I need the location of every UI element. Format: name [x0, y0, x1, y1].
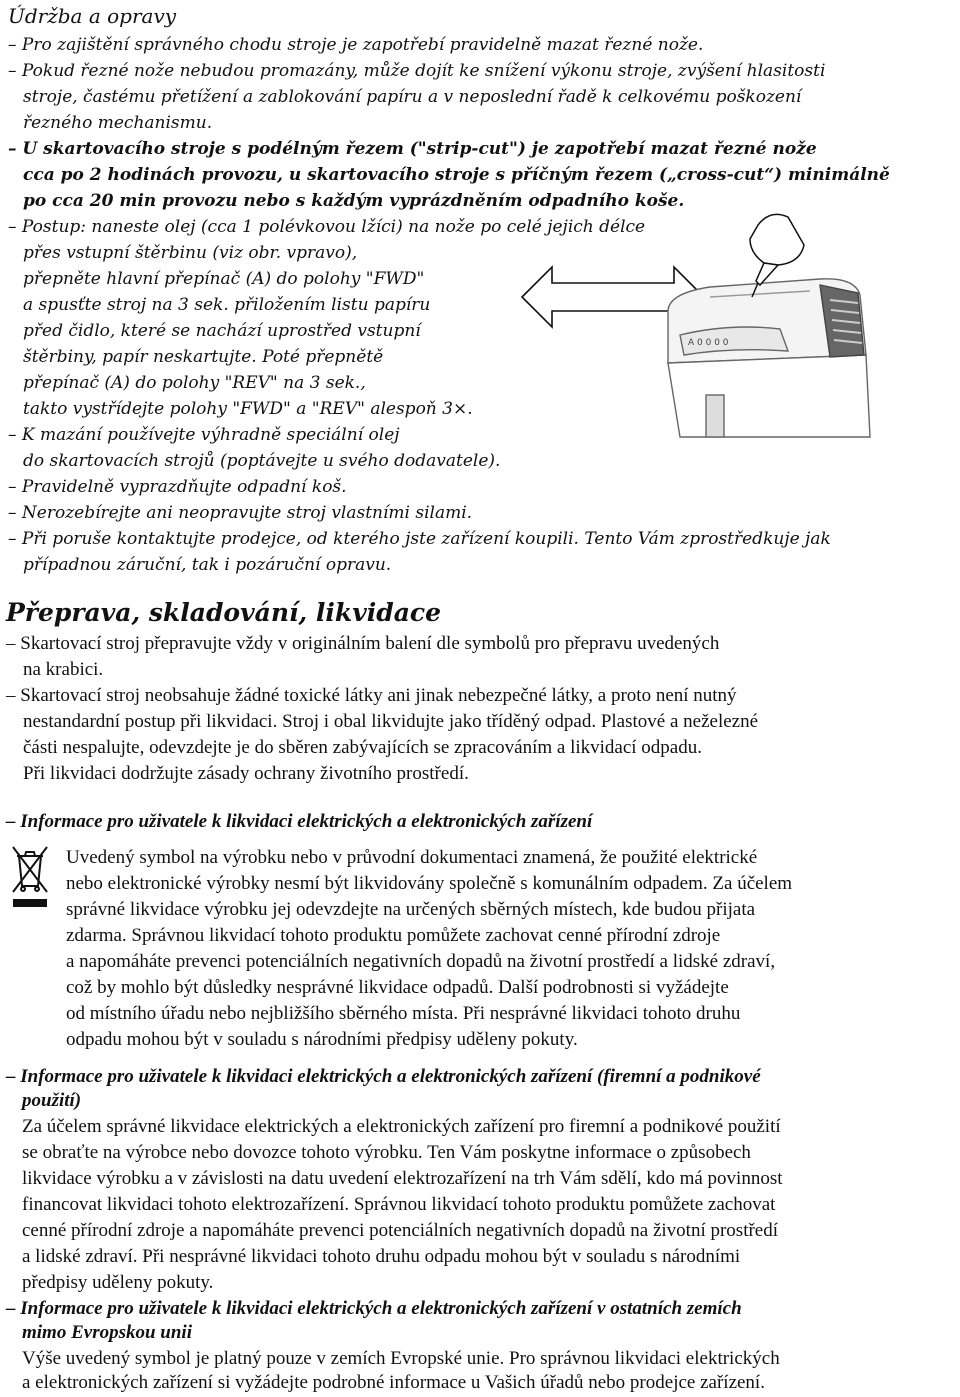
text-line: – Při poruše kontaktujte prodejce, od kterého jste zařízení koupili. Tento Vám zprostředkuje jak: [8, 529, 831, 549]
text-line: správné likvidace výrobku jej odevzdejte na určených sběrných místech, kde budou přijata: [66, 899, 756, 920]
text-line: řezného mechanismu.: [23, 113, 213, 133]
text-line: do skartovacích strojů (poptávejte u svého dodavatele).: [23, 451, 501, 471]
text-line: odpadu mohou být v souladu s národními předpisy uděleny pokuty.: [66, 1029, 578, 1050]
text-line: přepínač (A) do polohy "REV" na 3 sek.,: [23, 373, 366, 393]
text-line: – Skartovací stroj přepravujte vždy v originálním balení dle symbolů pro přepravu uvedených: [6, 633, 720, 654]
text-line: po cca 20 min provozu nebo s každým vyprázdněním odpadního koše.: [23, 191, 685, 211]
nonEU-heading-cont: mimo Evropskou unii: [22, 1322, 192, 1343]
text-line: štěrbiny, papír neskartujte. Poté přepnětě: [23, 347, 384, 367]
nonEU-heading: – Informace pro uživatele k likvidaci elektrických a elektronických zařízení v ostatních zemích: [6, 1298, 742, 1319]
text-line: na krabici.: [23, 659, 104, 680]
text-line: Za účelem správné likvidace elektrických a elektronických zařízení pro firemní a podnikové použití: [22, 1116, 781, 1137]
text-line: stroje, častému přetížení a zablokování papíru a v neposlední řadě k celkovému poškození: [23, 87, 802, 107]
text-line: takto vystřídejte polohy "FWD" a "REV" alespoň 3×.: [23, 399, 473, 419]
text-line: předpisy uděleny pokuty.: [22, 1272, 214, 1293]
text-line: – Pro zajištění správného chodu stroje je zapotřebí pravidelně mazat řezné nože.: [8, 35, 704, 55]
text-line: se obraťte na výrobce nebo dovozce tohoto výrobku. Ten Vám poskytne informace o způsobech: [22, 1142, 751, 1163]
business-heading: – Informace pro uživatele k likvidaci elektrických a elektronických zařízení (firemní a podnikové: [6, 1066, 761, 1087]
text-line: – Nerozebírejte ani neopravujte stroj vlastními silami.: [8, 503, 473, 523]
shredder-oiling-illustration: [520, 205, 900, 440]
text-line: zdarma. Správnou likvidací tohoto produktu pomůžete zachovat cenné přírodní zdroje: [66, 925, 721, 946]
text-line: přepněte hlavní přepínač (A) do polohy "FWD": [23, 269, 425, 289]
text-line: – Pravidelně vyprazdňujte odpadní koš.: [8, 477, 347, 497]
weee-bin-icon: [10, 842, 50, 912]
text-line: a lidské zdraví. Při nesprávné likvidaci tohoto druhu odpadu mohou být v souladu s národními: [22, 1246, 741, 1267]
text-line: nebo elektronické výrobky nesmí být likvidovány společně s komunálním odpadem. Za účelem: [66, 873, 793, 894]
text-line: Při likvidaci dodržujte zásady ochrany životního prostředí.: [23, 763, 469, 784]
text-line: od místního úřadu nebo nejbližšího sběrného místa. Při nesprávné likvidaci tohoto druhu: [66, 1003, 741, 1024]
text-line: Výše uvedený symbol je platný pouze v zemích Evropské unie. Pro správnou likvidaci elektrických: [22, 1348, 780, 1369]
text-line: – Postup: naneste olej (cca 1 polévkovou lžíci) na nože po celé jejich délce: [8, 217, 646, 237]
panel-label: A 0 0 0 0: [688, 338, 729, 348]
text-line: cenné přírodní zdroje a napomáháte prevenci potenciálních negativních dopadů na životní prostředí: [22, 1220, 779, 1241]
text-line: – K mazání používejte výhradně speciální olej: [8, 425, 400, 445]
weee-heading: – Informace pro uživatele k likvidaci elektrických a elektronických zařízení: [6, 811, 593, 832]
text-line: – Pokud řezné nože nebudou promazány, může dojít ke snížení výkonu stroje, zvýšení hlasitosti: [8, 61, 826, 81]
text-line: financovat likvidaci tohoto elektrozařízení. Správnou likvidací tohoto produktu pomůžete zachovat: [22, 1194, 776, 1215]
text-line: cca po 2 hodinách provozu, u skartovacího stroje s příčným řezem („cross-cut“) minimálně: [23, 165, 890, 185]
text-line: části nespalujte, odevzdejte je do sběren zabývajících se zpracováním a likvidací odpadu.: [23, 737, 702, 758]
section-title-maintenance: Údržba a opravy: [8, 4, 177, 28]
text-line: před čidlo, které se nachází uprostřed vstupní: [23, 321, 421, 341]
text-line: likvidace výrobku a v závislosti na datu uvedení elektrozařízení na trh Vám sdělí, kdo má povinnost: [22, 1168, 783, 1189]
business-heading-cont: použití): [22, 1090, 82, 1111]
text-line: a elektronických zařízení si vyžádejte podrobné informace u Vašich úřadů nebo prodejce zařízení.: [22, 1372, 765, 1393]
text-line: což by mohlo být důsledky nesprávné likvidace odpadů. Další podrobnosti si vyžádejte: [66, 977, 729, 998]
text-line: – Skartovací stroj neobsahuje žádné toxické látky ani jinak nebezpečné látky, a proto není nutný: [6, 685, 737, 706]
text-line: a spusťte stroj na 3 sek. přiložením listu papíru: [23, 295, 431, 315]
text-line: přes vstupní štěrbinu (viz obr. vpravo),: [23, 243, 358, 263]
text-line: Uvedený symbol na výrobku nebo v průvodní dokumentaci znamená, že použité elektrické: [66, 847, 758, 868]
shredder-icon: [668, 279, 870, 437]
text-line: – U skartovacího stroje s podélným řezem ("strip-cut") je zapotřebí mazat řezné nože: [8, 139, 817, 159]
section-title-transport: Přeprava, skladování, likvidace: [6, 598, 442, 627]
text-line: nestandardní postup při likvidaci. Stroj i obal likvidujte jako tříděný odpad. Plastové a neželezné: [23, 711, 759, 732]
text-line: a napomáháte prevenci potenciálních negativních dopadů na životní prostředí a lidské zdraví,: [66, 951, 776, 972]
text-line: případnou záruční, tak i pozáruční opravu.: [23, 555, 392, 575]
